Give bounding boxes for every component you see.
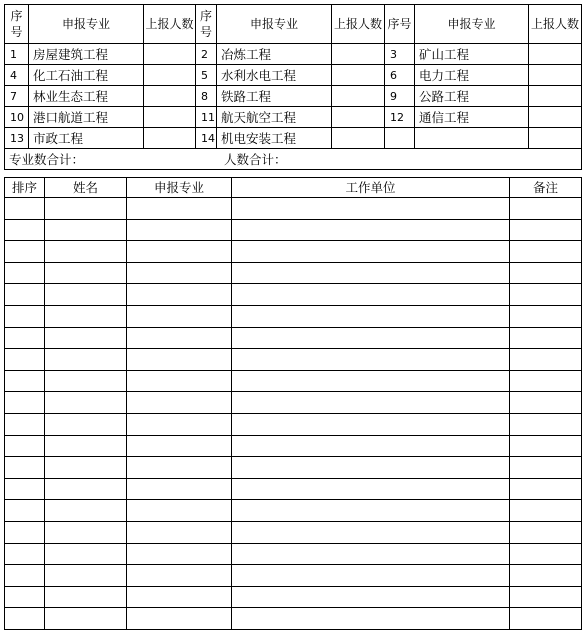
table-row	[5, 262, 582, 284]
table-row	[5, 241, 582, 263]
employer-cell[interactable]	[232, 284, 510, 306]
employer-cell[interactable]	[232, 327, 510, 349]
count-header: 上报人数	[144, 5, 196, 44]
major-cell[interactable]	[127, 349, 232, 371]
employer-cell[interactable]	[232, 198, 510, 220]
major-cell[interactable]	[127, 241, 232, 263]
major-number: 10	[5, 107, 29, 128]
major-total-label: 专业数合计：	[9, 151, 85, 167]
empty-cell	[415, 128, 529, 149]
major-header: 申报专业	[217, 5, 332, 44]
people-total-label: 人数合计：	[224, 151, 287, 167]
remarks-cell[interactable]	[510, 413, 582, 435]
name-cell[interactable]	[45, 500, 127, 522]
remarks-cell[interactable]	[510, 327, 582, 349]
table-row	[5, 349, 582, 371]
major-number: 7	[5, 86, 29, 107]
major-row	[5, 65, 582, 86]
order-cell[interactable]	[5, 327, 45, 349]
major-cell[interactable]	[127, 543, 232, 565]
major-header: 申报专业	[415, 5, 529, 44]
major-row	[5, 128, 582, 149]
major-number: 6	[385, 65, 415, 86]
order-cell[interactable]	[5, 413, 45, 435]
table-row	[5, 500, 582, 522]
major-number: 8	[196, 86, 217, 107]
major-cell[interactable]	[127, 262, 232, 284]
remarks-cell[interactable]	[510, 241, 582, 263]
employer-header: 工作单位	[232, 178, 510, 198]
major-cell[interactable]	[127, 500, 232, 522]
major-name: 房屋建筑工程	[29, 44, 144, 65]
table-row	[5, 521, 582, 543]
remarks-cell[interactable]	[510, 219, 582, 241]
employer-cell[interactable]	[232, 305, 510, 327]
major-header: 申报专业	[29, 5, 144, 44]
count-cell[interactable]	[144, 86, 196, 107]
major-row	[5, 44, 582, 65]
employer-cell[interactable]	[232, 219, 510, 241]
major-name: 机电安装工程	[217, 128, 332, 149]
remarks-cell[interactable]	[510, 198, 582, 220]
employer-cell[interactable]	[232, 478, 510, 500]
count-header: 上报人数	[529, 5, 582, 44]
summary-header-row	[5, 5, 582, 44]
major-cell[interactable]	[127, 284, 232, 306]
name-cell[interactable]	[45, 370, 127, 392]
order-cell[interactable]	[5, 349, 45, 371]
major-number: 3	[385, 44, 415, 65]
remarks-cell[interactable]	[510, 521, 582, 543]
count-cell[interactable]	[529, 44, 582, 65]
order-cell[interactable]	[5, 219, 45, 241]
count-cell[interactable]	[529, 107, 582, 128]
remarks-header: 备注	[510, 178, 582, 198]
major-number: 13	[5, 128, 29, 149]
remarks-cell[interactable]	[510, 349, 582, 371]
table-row	[5, 565, 582, 587]
major-number: 5	[196, 65, 217, 86]
remarks-cell[interactable]	[510, 435, 582, 457]
major-cell[interactable]	[127, 435, 232, 457]
count-cell[interactable]	[332, 107, 385, 128]
major-cell[interactable]	[127, 478, 232, 500]
name-cell[interactable]	[45, 349, 127, 371]
major-cell[interactable]	[127, 586, 232, 608]
employer-cell[interactable]	[232, 262, 510, 284]
count-cell[interactable]	[332, 65, 385, 86]
employer-cell[interactable]	[232, 500, 510, 522]
count-cell[interactable]	[332, 86, 385, 107]
count-header: 上报人数	[332, 5, 385, 44]
name-cell[interactable]	[45, 521, 127, 543]
table-row	[5, 284, 582, 306]
name-cell[interactable]	[45, 198, 127, 220]
major-summary-table	[4, 4, 582, 170]
order-cell[interactable]	[5, 608, 45, 630]
major-header: 申报专业	[127, 178, 232, 198]
summary-total-row	[5, 149, 582, 170]
major-number: 11	[196, 107, 217, 128]
major-name: 港口航道工程	[29, 107, 144, 128]
major-number: 1	[5, 44, 29, 65]
major-name: 矿山工程	[415, 44, 529, 65]
remarks-cell[interactable]	[510, 457, 582, 479]
name-cell[interactable]	[45, 435, 127, 457]
major-row	[5, 107, 582, 128]
table-row	[5, 327, 582, 349]
name-cell[interactable]	[45, 478, 127, 500]
order-cell[interactable]	[5, 478, 45, 500]
count-cell[interactable]	[144, 107, 196, 128]
remarks-cell[interactable]	[510, 392, 582, 414]
major-cell[interactable]	[127, 305, 232, 327]
remarks-cell[interactable]	[510, 500, 582, 522]
order-cell[interactable]	[5, 586, 45, 608]
employer-cell[interactable]	[232, 565, 510, 587]
order-cell[interactable]	[5, 241, 45, 263]
name-cell[interactable]	[45, 565, 127, 587]
employer-cell[interactable]	[232, 457, 510, 479]
major-cell[interactable]	[127, 327, 232, 349]
name-cell[interactable]	[45, 219, 127, 241]
remarks-cell[interactable]	[510, 284, 582, 306]
name-cell[interactable]	[45, 608, 127, 630]
seq-header: 序号	[5, 5, 29, 44]
major-row	[5, 86, 582, 107]
table-row	[5, 608, 582, 630]
order-cell[interactable]	[5, 392, 45, 414]
employer-cell[interactable]	[232, 349, 510, 371]
employer-cell[interactable]	[232, 370, 510, 392]
name-cell[interactable]	[45, 327, 127, 349]
major-name: 水利水电工程	[217, 65, 332, 86]
table-row	[5, 478, 582, 500]
applicant-list-table	[4, 177, 582, 630]
employer-cell[interactable]	[232, 435, 510, 457]
table-row	[5, 219, 582, 241]
table-row	[5, 413, 582, 435]
order-cell[interactable]	[5, 305, 45, 327]
name-header: 姓名	[45, 178, 127, 198]
major-number: 4	[5, 65, 29, 86]
name-cell[interactable]	[45, 305, 127, 327]
seq-header: 序号	[196, 5, 217, 44]
major-name: 林业生态工程	[29, 86, 144, 107]
table-row	[5, 370, 582, 392]
major-cell[interactable]	[127, 457, 232, 479]
name-cell[interactable]	[45, 241, 127, 263]
major-name: 冶炼工程	[217, 44, 332, 65]
remarks-cell[interactable]	[510, 305, 582, 327]
order-cell[interactable]	[5, 262, 45, 284]
employer-cell[interactable]	[232, 521, 510, 543]
major-cell[interactable]	[127, 370, 232, 392]
major-cell[interactable]	[127, 521, 232, 543]
table-row	[5, 198, 582, 220]
order-cell[interactable]	[5, 457, 45, 479]
employer-cell[interactable]	[232, 413, 510, 435]
name-cell[interactable]	[45, 413, 127, 435]
order-cell[interactable]	[5, 565, 45, 587]
table-row	[5, 305, 582, 327]
major-number: 12	[385, 107, 415, 128]
major-name: 电力工程	[415, 65, 529, 86]
order-cell[interactable]	[5, 521, 45, 543]
major-number: 2	[196, 44, 217, 65]
name-cell[interactable]	[45, 457, 127, 479]
major-cell[interactable]	[127, 198, 232, 220]
remarks-cell[interactable]	[510, 543, 582, 565]
count-cell[interactable]	[332, 128, 385, 149]
major-name: 公路工程	[415, 86, 529, 107]
seq-header: 序号	[385, 5, 415, 44]
employer-cell[interactable]	[232, 608, 510, 630]
remarks-cell[interactable]	[510, 565, 582, 587]
empty-cell	[529, 128, 582, 149]
major-number: 14	[196, 128, 217, 149]
name-cell[interactable]	[45, 543, 127, 565]
order-cell[interactable]	[5, 435, 45, 457]
major-cell[interactable]	[127, 392, 232, 414]
order-cell[interactable]	[5, 543, 45, 565]
major-name: 航天航空工程	[217, 107, 332, 128]
major-name: 化工石油工程	[29, 65, 144, 86]
remarks-cell[interactable]	[510, 478, 582, 500]
count-cell[interactable]	[529, 86, 582, 107]
table-row	[5, 543, 582, 565]
remarks-cell[interactable]	[510, 262, 582, 284]
table-row	[5, 435, 582, 457]
order-cell[interactable]	[5, 198, 45, 220]
major-name: 市政工程	[29, 128, 144, 149]
count-cell[interactable]	[144, 65, 196, 86]
order-cell[interactable]	[5, 370, 45, 392]
employer-cell[interactable]	[232, 586, 510, 608]
order-cell[interactable]	[5, 500, 45, 522]
count-cell[interactable]	[144, 128, 196, 149]
major-number: 9	[385, 86, 415, 107]
order-header: 排序	[5, 178, 45, 198]
empty-cell	[385, 128, 415, 149]
count-cell[interactable]	[529, 65, 582, 86]
major-name: 通信工程	[415, 107, 529, 128]
name-cell[interactable]	[45, 262, 127, 284]
order-cell[interactable]	[5, 284, 45, 306]
remarks-cell[interactable]	[510, 370, 582, 392]
table-row	[5, 392, 582, 414]
list-header-row	[5, 178, 582, 198]
employer-cell[interactable]	[232, 241, 510, 263]
major-cell[interactable]	[127, 219, 232, 241]
table-row	[5, 457, 582, 479]
employer-cell[interactable]	[232, 543, 510, 565]
remarks-cell[interactable]	[510, 586, 582, 608]
count-cell[interactable]	[332, 44, 385, 65]
major-cell[interactable]	[127, 608, 232, 630]
major-name: 铁路工程	[217, 86, 332, 107]
name-cell[interactable]	[45, 392, 127, 414]
remarks-cell[interactable]	[510, 608, 582, 630]
name-cell[interactable]	[45, 284, 127, 306]
major-cell[interactable]	[127, 413, 232, 435]
name-cell[interactable]	[45, 586, 127, 608]
count-cell[interactable]	[144, 44, 196, 65]
totals-cell	[5, 149, 582, 170]
table-row	[5, 586, 582, 608]
major-cell[interactable]	[127, 565, 232, 587]
employer-cell[interactable]	[232, 392, 510, 414]
